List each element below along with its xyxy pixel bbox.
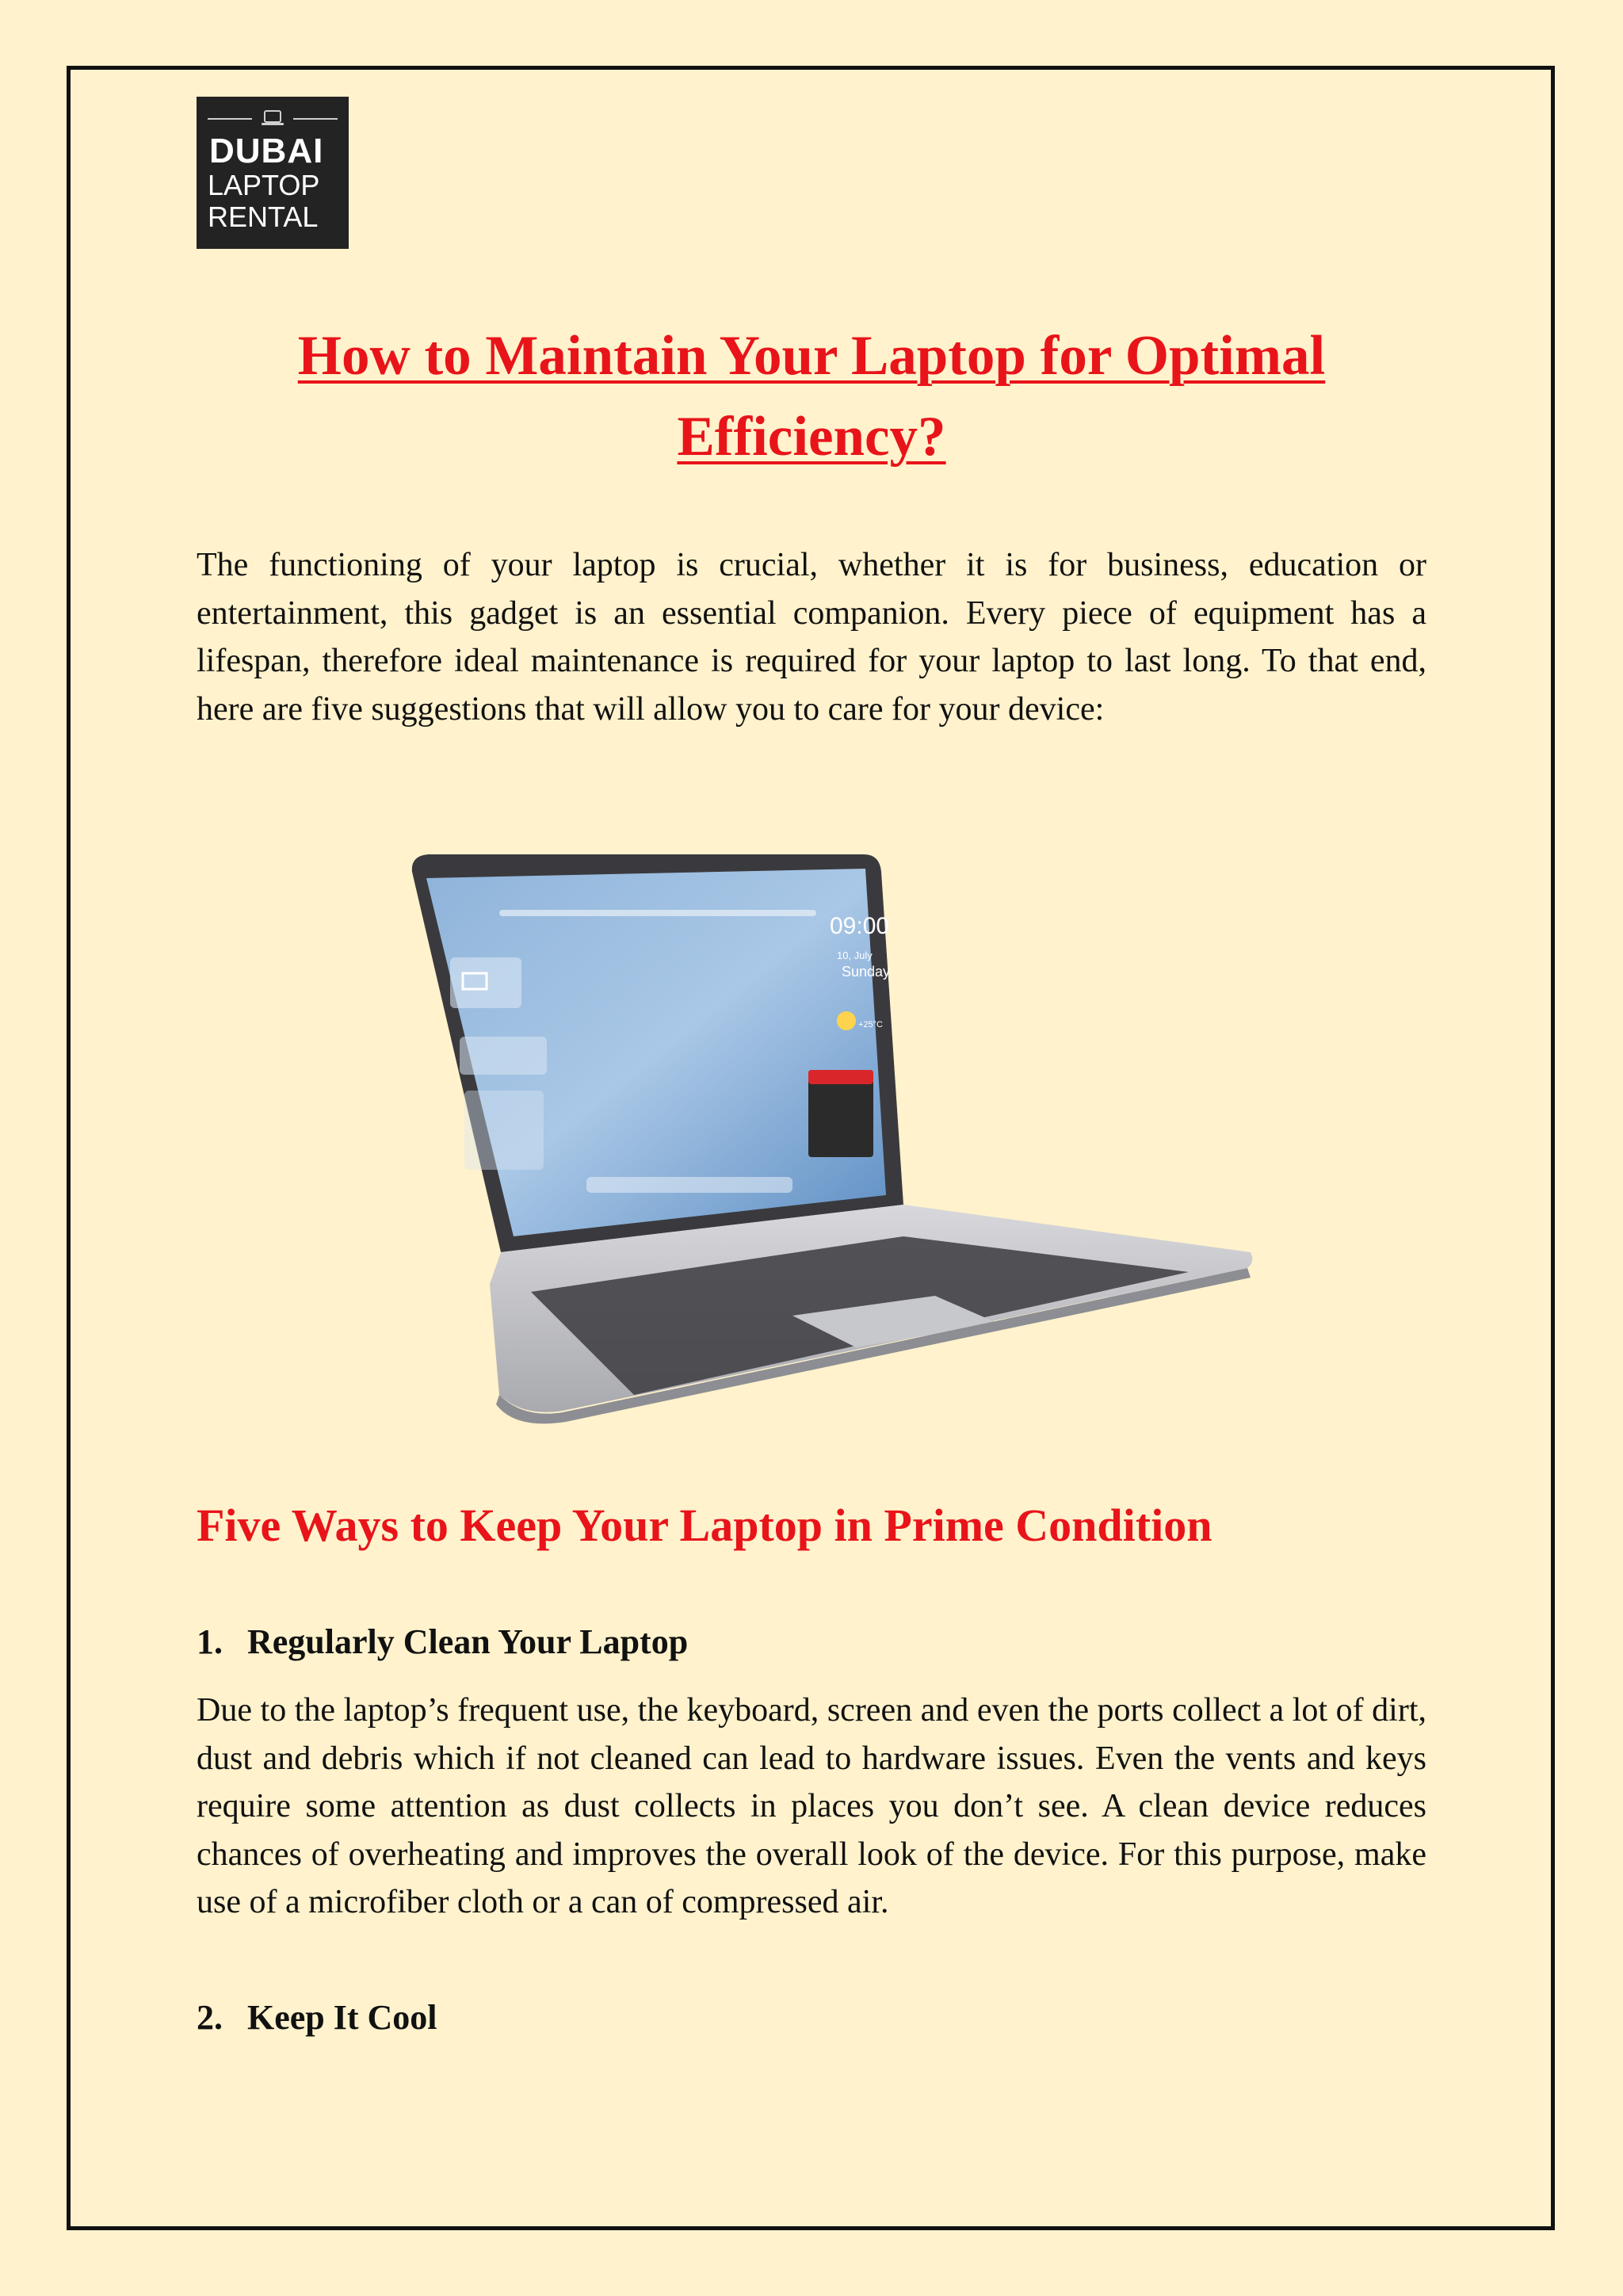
company-logo [197,97,349,249]
weather-sun-icon [837,1011,856,1030]
tip-paragraph-1: Due to the laptop’s frequent use, the keyboard, screen and even the ports collect a lot of dirt, dust and debris which if not cleaned can lead to hardware issues. Even the vents and keys require some attention as dust collects in places you don’t see. A clean device reduces chances of overheating and improves the overall look of the device. For this purpose, make use of a microfiber cloth or a can of compressed air. [197,1692,1426,1920]
logo-line-3: RENTAL [208,201,319,233]
laptop-illustration [396,840,1260,1427]
logo-line-2: LAPTOP [208,169,320,201]
intro-paragraph: The functioning of your laptop is crucial, whether it is for business, education or entertainment, this gadget is an essential companion. Every piece of equipment has a lifespan, therefore ideal maintenance is required for your laptop to last long. To that end, here are five suggestions that will allow you to care for your device: [197,547,1426,728]
tip-heading-1 [197,1620,688,1664]
tip-heading-text: Keep It Cool [247,1998,437,2037]
page-title: How to Maintain Your Laptop for Optimal Efficiency? [297,325,1326,468]
section-heading: Five Ways to Keep Your Laptop in Prime Condition [197,1499,1212,1551]
logo-rule-right [293,118,338,120]
tip-number: 1. [197,1622,223,1661]
screen-day: Sunday [842,964,891,980]
tip-number: 2. [197,1998,223,2037]
screen-clock: 09:00 [830,913,890,939]
laptop-icon [260,108,285,130]
logo-line-1: DUBAI [209,132,324,170]
screen-date: 10, July [837,949,873,961]
tip-heading-text: Regularly Clean Your Laptop [247,1622,689,1661]
logo-rule-left [208,118,252,120]
screen-weather: +25°C [858,1020,884,1030]
tip-heading-2 [197,1996,437,2040]
